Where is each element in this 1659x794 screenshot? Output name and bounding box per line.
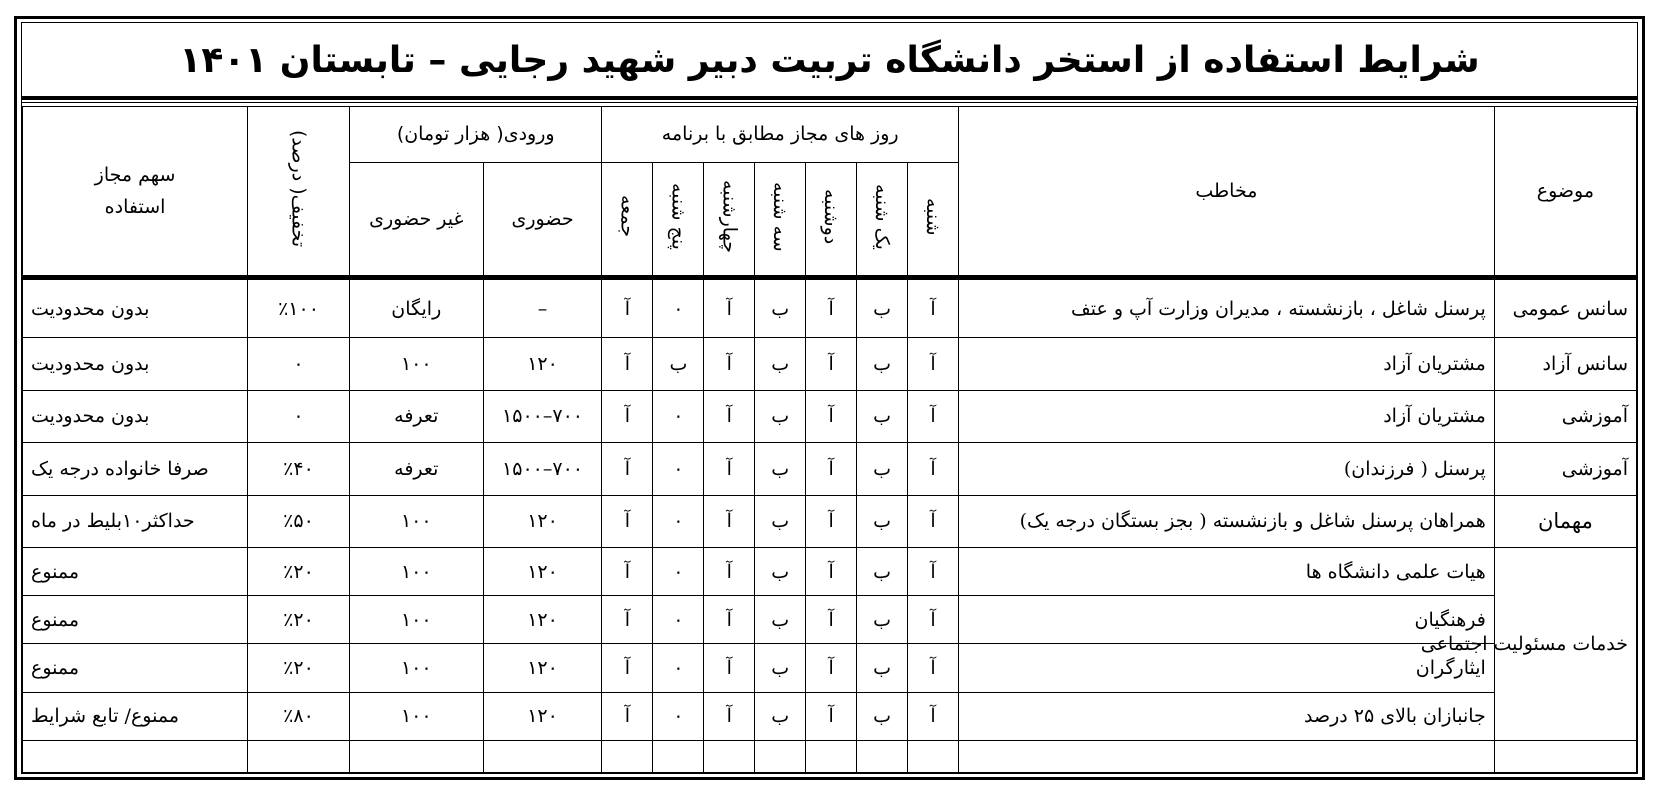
header-share-line1: سهم مجاز xyxy=(94,164,176,187)
day-cell: آ xyxy=(704,644,755,692)
empty-cell xyxy=(755,740,806,772)
day-cell: آ xyxy=(602,278,653,338)
day-cell: آ xyxy=(806,596,857,644)
day-cell: ب xyxy=(755,278,806,338)
fee-inperson-cell: ۷۰۰–۱۵۰۰ xyxy=(483,443,602,495)
share-cell: بدون محدودیت xyxy=(23,390,248,442)
day-cell: ب xyxy=(857,338,908,390)
day-cell: ب xyxy=(857,692,908,740)
day-cell: آ xyxy=(704,495,755,547)
discount-cell: ٪۵۰ xyxy=(248,495,350,547)
empty-cell xyxy=(704,740,755,772)
day-cell: ٠ xyxy=(653,644,704,692)
day-cell: آ xyxy=(806,443,857,495)
page-title: شرایط استفاده از استخر دانشگاه تربیت دبیر شهید رجایی – تابستان ۱۴۰۱ xyxy=(179,39,1480,81)
discount-cell: ٪۲۰ xyxy=(248,596,350,644)
share-cell: بدون محدودیت xyxy=(23,338,248,390)
title-box xyxy=(22,23,1637,97)
fee-inperson-cell: – xyxy=(483,278,602,338)
table-row xyxy=(23,390,1637,442)
row-subject: سانس آزاد xyxy=(1494,338,1636,390)
day-cell: آ xyxy=(806,644,857,692)
day-cell: آ xyxy=(908,644,959,692)
day-cell: آ xyxy=(602,548,653,596)
header-share-line2: استفاده xyxy=(104,196,166,219)
fee-online-cell: ۱۰۰ xyxy=(349,548,483,596)
share-cell: ممنوع xyxy=(23,548,248,596)
table-row xyxy=(23,278,1637,338)
fee-online-cell: ۱۰۰ xyxy=(349,596,483,644)
day-cell: آ xyxy=(602,390,653,442)
day-cell: آ xyxy=(908,278,959,338)
day-cell: آ xyxy=(806,278,857,338)
day-cell: ب xyxy=(755,548,806,596)
day-cell: آ xyxy=(806,390,857,442)
share-cell: صرفا خانواده درجه یک xyxy=(23,443,248,495)
row-audience: مشتریان آزاد xyxy=(958,390,1494,442)
header-fee-inperson: حضوری xyxy=(483,162,602,278)
header-audience: مخاطب xyxy=(958,107,1494,278)
share-cell: ممنوع xyxy=(23,644,248,692)
header-day-sunday: یک شنبه xyxy=(857,162,908,278)
fee-online-cell: ۱۰۰ xyxy=(349,644,483,692)
discount-cell: ٪۴۰ xyxy=(248,443,350,495)
day-cell: ٠ xyxy=(653,390,704,442)
day-cell: آ xyxy=(908,443,959,495)
header-day-friday: جمعه xyxy=(602,162,653,278)
row-audience: مشتریان آزاد xyxy=(958,338,1494,390)
day-cell: آ xyxy=(908,692,959,740)
day-cell: آ xyxy=(704,692,755,740)
fee-inperson-cell: ۱۲۰ xyxy=(483,644,602,692)
day-cell: ب xyxy=(857,548,908,596)
title-separator xyxy=(22,96,1637,100)
fee-online-cell: تعرفه xyxy=(349,443,483,495)
day-cell: ٠ xyxy=(653,278,704,338)
row-subject: آموزشی xyxy=(1494,443,1636,495)
fee-inperson-cell: ۱۲۰ xyxy=(483,548,602,596)
table-row xyxy=(23,692,1637,740)
header-days-group: روز های مجاز مطابق با برنامه xyxy=(602,107,959,163)
row-audience: هیات علمی دانشگاه ها xyxy=(958,548,1494,596)
fee-online-cell: تعرفه xyxy=(349,390,483,442)
table-row xyxy=(23,548,1637,596)
day-cell: آ xyxy=(908,390,959,442)
day-cell: آ xyxy=(704,548,755,596)
row-audience: پرسنل ( فرزندان) xyxy=(958,443,1494,495)
day-cell: آ xyxy=(704,390,755,442)
discount-cell: ٪۱۰۰ xyxy=(248,278,350,338)
table-row xyxy=(23,644,1637,692)
header-fee-online: غیر حضوری xyxy=(349,162,483,278)
day-cell: ٠ xyxy=(653,495,704,547)
fee-inperson-cell: ۱۲۰ xyxy=(483,692,602,740)
row-audience: پرسنل شاغل ، بازنشسته ، مدیران وزارت آپ و عتف xyxy=(958,278,1494,338)
fee-inperson-cell: ۱۲۰ xyxy=(483,495,602,547)
day-cell: آ xyxy=(908,338,959,390)
day-cell: ب xyxy=(857,390,908,442)
share-cell: حداکثر۱۰بلیط در ماه xyxy=(23,495,248,547)
day-cell: آ xyxy=(908,495,959,547)
empty-cell xyxy=(806,740,857,772)
empty-cell xyxy=(23,740,248,772)
header-discount: تخفیف( درصد) xyxy=(248,107,350,278)
day-cell: آ xyxy=(908,548,959,596)
day-cell: آ xyxy=(806,495,857,547)
header-share xyxy=(23,107,248,278)
empty-cell xyxy=(248,740,350,772)
header-day-thursday: پنج شنبه xyxy=(653,162,704,278)
discount-cell: ٠ xyxy=(248,390,350,442)
day-cell: آ xyxy=(806,692,857,740)
day-cell: ٠ xyxy=(653,443,704,495)
discount-cell: ٠ xyxy=(248,338,350,390)
day-cell: آ xyxy=(704,443,755,495)
header-row-1 xyxy=(23,107,1637,163)
table-row xyxy=(23,495,1637,547)
row-audience: ایثارگران xyxy=(958,644,1494,692)
fee-inperson-cell: ۱۲۰ xyxy=(483,596,602,644)
header-day-tuesday: سه شنبه xyxy=(755,162,806,278)
fee-online-cell: ۱۰۰ xyxy=(349,495,483,547)
fee-online-cell: ۱۰۰ xyxy=(349,338,483,390)
empty-cell xyxy=(653,740,704,772)
day-cell: آ xyxy=(602,495,653,547)
fee-online-cell: ۱۰۰ xyxy=(349,692,483,740)
share-cell: ممنوع/ تابع شرایط xyxy=(23,692,248,740)
day-cell: ب xyxy=(857,443,908,495)
pool-conditions-table xyxy=(22,106,1637,773)
row-audience: همراهان پرسنل شاغل و بازنشسته ( بجز بستگان درجه یک) xyxy=(958,495,1494,547)
day-cell: ب xyxy=(755,596,806,644)
empty-cell xyxy=(483,740,602,772)
share-cell: ممنوع xyxy=(23,596,248,644)
day-cell: آ xyxy=(704,338,755,390)
day-cell: ٠ xyxy=(653,548,704,596)
day-cell: آ xyxy=(806,338,857,390)
day-cell: آ xyxy=(704,596,755,644)
empty-row xyxy=(23,740,1637,772)
day-cell: ب xyxy=(755,443,806,495)
table-row xyxy=(23,443,1637,495)
table-row xyxy=(23,338,1637,390)
row-subject: خدمات مسئولیت اجتماعی xyxy=(1494,548,1636,741)
day-cell: آ xyxy=(806,548,857,596)
discount-cell: ٪۲۰ xyxy=(248,548,350,596)
row-audience: فرهنگیان xyxy=(958,596,1494,644)
discount-cell: ٪۸۰ xyxy=(248,692,350,740)
day-cell: ب xyxy=(755,692,806,740)
day-cell: آ xyxy=(704,278,755,338)
title-separator-thin xyxy=(22,102,1637,103)
day-cell: آ xyxy=(602,644,653,692)
empty-cell xyxy=(1494,740,1636,772)
day-cell: ب xyxy=(755,495,806,547)
day-cell: آ xyxy=(908,596,959,644)
empty-cell xyxy=(958,740,1494,772)
day-cell: ب xyxy=(857,495,908,547)
row-audience: جانبازان بالای ۲۵ درصد xyxy=(958,692,1494,740)
table-row xyxy=(23,596,1637,644)
day-cell: ٠ xyxy=(653,596,704,644)
empty-cell xyxy=(908,740,959,772)
share-cell: بدون محدودیت xyxy=(23,278,248,338)
row-subject: سانس عمومی xyxy=(1494,278,1636,338)
day-cell: آ xyxy=(602,692,653,740)
row-subject: آموزشی xyxy=(1494,390,1636,442)
empty-cell xyxy=(857,740,908,772)
fee-online-cell: رایگان xyxy=(349,278,483,338)
day-cell: ب xyxy=(857,644,908,692)
header-day-saturday: شنبه xyxy=(908,162,959,278)
day-cell: ب xyxy=(857,596,908,644)
day-cell: ب xyxy=(755,338,806,390)
day-cell: آ xyxy=(602,596,653,644)
empty-cell xyxy=(349,740,483,772)
header-day-wednesday: چهارشنبه xyxy=(704,162,755,278)
header-fee-group: ورودی( هزار تومان) xyxy=(349,107,602,163)
day-cell: آ xyxy=(602,338,653,390)
header-day-monday: دوشنبه xyxy=(806,162,857,278)
fee-inperson-cell: ۷۰۰–۱۵۰۰ xyxy=(483,390,602,442)
row-subject: مهمان xyxy=(1494,495,1636,547)
fee-inperson-cell: ۱۲۰ xyxy=(483,338,602,390)
day-cell: ب xyxy=(755,644,806,692)
header-subject: موضوع xyxy=(1494,107,1636,278)
day-cell: ب xyxy=(755,390,806,442)
discount-cell: ٪۲۰ xyxy=(248,644,350,692)
day-cell: ب xyxy=(653,338,704,390)
day-cell: آ xyxy=(602,443,653,495)
empty-cell xyxy=(602,740,653,772)
day-cell: ب xyxy=(857,278,908,338)
day-cell: ٠ xyxy=(653,692,704,740)
